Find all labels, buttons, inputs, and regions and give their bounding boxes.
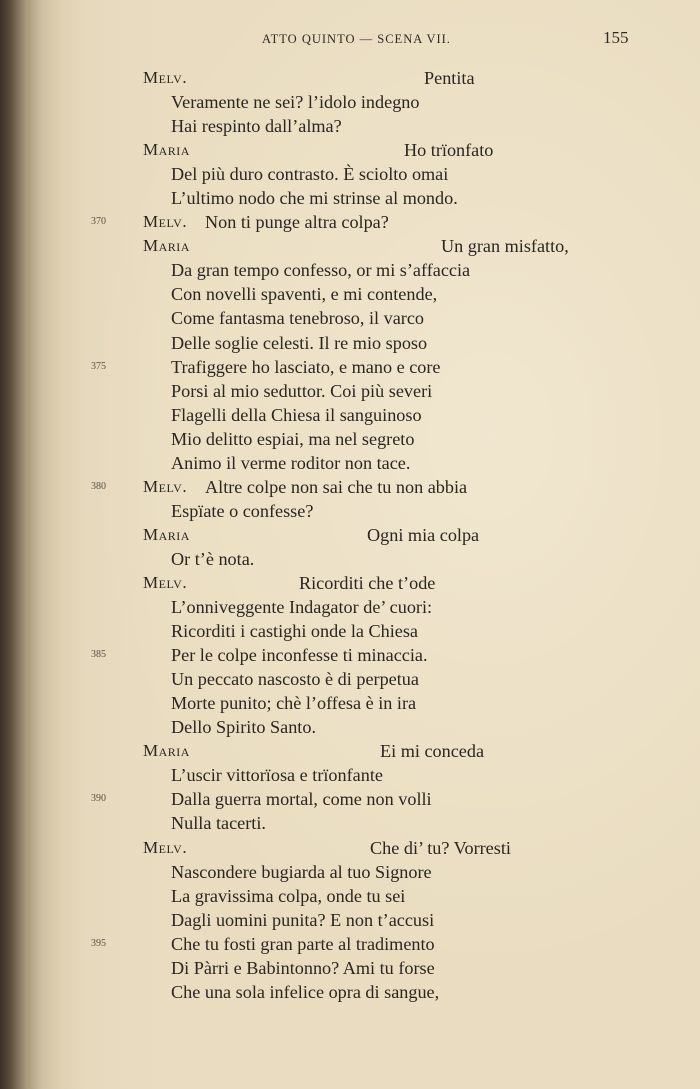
verse-line xyxy=(0,643,700,667)
verse-line xyxy=(0,475,700,499)
verse-line xyxy=(0,258,700,282)
speaker-name: Melv. xyxy=(143,837,188,857)
verse-line xyxy=(0,523,700,547)
line-number: 380 xyxy=(91,480,106,492)
verse-line xyxy=(0,980,700,1004)
speaker-name: Maria xyxy=(143,524,190,544)
verse-line xyxy=(0,90,700,114)
verse-line xyxy=(0,499,700,523)
verse-line xyxy=(0,811,700,835)
verse-line xyxy=(0,403,700,427)
line-number: 385 xyxy=(91,649,106,661)
speaker-name: Melv. xyxy=(143,572,188,592)
verse-line xyxy=(0,451,700,475)
verse-line xyxy=(0,739,700,763)
verse-line xyxy=(0,355,700,379)
verse-text: Ei mi conceda xyxy=(380,741,485,762)
verse-line xyxy=(0,908,700,932)
speaker-name: Maria xyxy=(143,741,190,761)
verse-text: L’ultimo nodo che mi strinse al mondo. xyxy=(171,188,458,209)
verse-text: Che tu fosti gran parte al tradimento xyxy=(171,933,435,954)
verse-line xyxy=(0,379,700,403)
verse-text: Del più duro contrasto. È sciolto omai xyxy=(171,164,449,185)
verse-line xyxy=(0,282,700,306)
verse-text: Dagli uomini punita? E non t’accusi xyxy=(171,909,435,930)
verse-line xyxy=(0,162,700,186)
verse-body xyxy=(0,66,700,1004)
speaker-name: Maria xyxy=(143,236,190,256)
verse-line xyxy=(0,427,700,451)
verse-line xyxy=(0,836,700,860)
verse-line xyxy=(0,715,700,739)
verse-line xyxy=(0,884,700,908)
verse-text: Nulla tacerti. xyxy=(171,813,266,834)
verse-text: Come fantasma tenebroso, il varco xyxy=(171,308,425,329)
verse-text: Delle soglie celesti. Il re mio sposo xyxy=(171,332,428,353)
verse-text: L’onniveggente Indagator de’ cuori: xyxy=(171,597,433,618)
line-number: 375 xyxy=(91,360,106,372)
verse-text: Ogni mia colpa xyxy=(367,524,480,545)
verse-text: Hai respinto dall’alma? xyxy=(171,116,342,137)
running-head: ATTO QUINTO — SCENA VII. xyxy=(262,32,451,46)
verse-line xyxy=(0,956,700,980)
verse-text: Ricorditi i castighi onde la Chiesa xyxy=(171,621,418,642)
verse-line xyxy=(0,787,700,811)
verse-line xyxy=(0,619,700,643)
verse-text: Dello Spirito Santo. xyxy=(171,717,316,738)
verse-text: Che di’ tu? Vorresti xyxy=(370,837,511,858)
verse-line xyxy=(0,667,700,691)
verse-text: Dalla guerra mortal, come non volli xyxy=(171,789,432,810)
verse-line xyxy=(0,691,700,715)
verse-text: Ho trïonfato xyxy=(404,140,494,161)
speaker-name: Melv. xyxy=(143,212,188,232)
verse-text: Che una sola infelice opra di sangue, xyxy=(171,981,440,1002)
verse-line xyxy=(0,331,700,355)
verse-text: Con novelli spaventi, e mi contende, xyxy=(171,284,438,305)
verse-text: Da gran tempo confesso, or mi s’affaccia xyxy=(171,260,471,281)
verse-text: Un peccato nascosto è di perpetua xyxy=(171,669,419,690)
verse-line xyxy=(0,571,700,595)
verse-text: L’uscir vittorïosa e trïonfante xyxy=(171,765,383,786)
page-header xyxy=(0,30,700,52)
verse-line xyxy=(0,114,700,138)
verse-line xyxy=(0,547,700,571)
verse-line xyxy=(0,860,700,884)
verse-line xyxy=(0,234,700,258)
verse-line xyxy=(0,595,700,619)
verse-line xyxy=(0,138,700,162)
speaker-name: Melv. xyxy=(143,68,188,87)
verse-line xyxy=(0,186,700,210)
verse-text: Per le colpe inconfesse ti minaccia. xyxy=(171,645,428,666)
verse-text: Veramente ne sei? l’idolo indegno xyxy=(171,92,420,113)
verse-text: Mio delitto espiai, ma nel segreto xyxy=(171,428,415,449)
verse-line xyxy=(0,210,700,234)
line-number: 395 xyxy=(91,937,106,949)
verse-text: Or t’è nota. xyxy=(171,548,255,569)
verse-line xyxy=(0,306,700,330)
verse-text: Espïate o confesse? xyxy=(171,500,314,521)
verse-text: Pentita xyxy=(424,68,475,88)
line-number: 390 xyxy=(91,793,106,805)
line-number: 370 xyxy=(91,216,106,228)
verse-text: La gravissima colpa, onde tu sei xyxy=(171,885,406,906)
verse-text: Flagelli della Chiesa il sanguinoso xyxy=(171,404,422,425)
verse-text: Animo il verme roditor non tace. xyxy=(171,452,411,473)
verse-text: Di Pàrri e Babintonno? Ami tu forse xyxy=(171,957,435,978)
verse-text: Morte punito; chè l’offesa è in ira xyxy=(171,693,417,714)
verse-text: Nascondere bugiarda al tuo Signore xyxy=(171,861,432,882)
speaker-name: Melv. xyxy=(143,476,188,496)
verse-line xyxy=(0,763,700,787)
verse-line xyxy=(0,932,700,956)
verse-text: Ricorditi che t’ode xyxy=(299,572,436,593)
verse-text: Porsi al mio seduttor. Coi più severi xyxy=(171,380,433,401)
verse-text: Trafiggere ho lasciato, e mano e core xyxy=(171,356,441,377)
page-number: 155 xyxy=(603,28,629,47)
verse-text: Un gran misfatto, xyxy=(441,236,569,257)
speaker-name: Maria xyxy=(143,140,190,160)
verse-text: Non ti punge altra colpa? xyxy=(205,212,389,233)
verse-text: Altre colpe non sai che tu non abbia xyxy=(205,476,468,497)
verse-line xyxy=(0,66,700,90)
